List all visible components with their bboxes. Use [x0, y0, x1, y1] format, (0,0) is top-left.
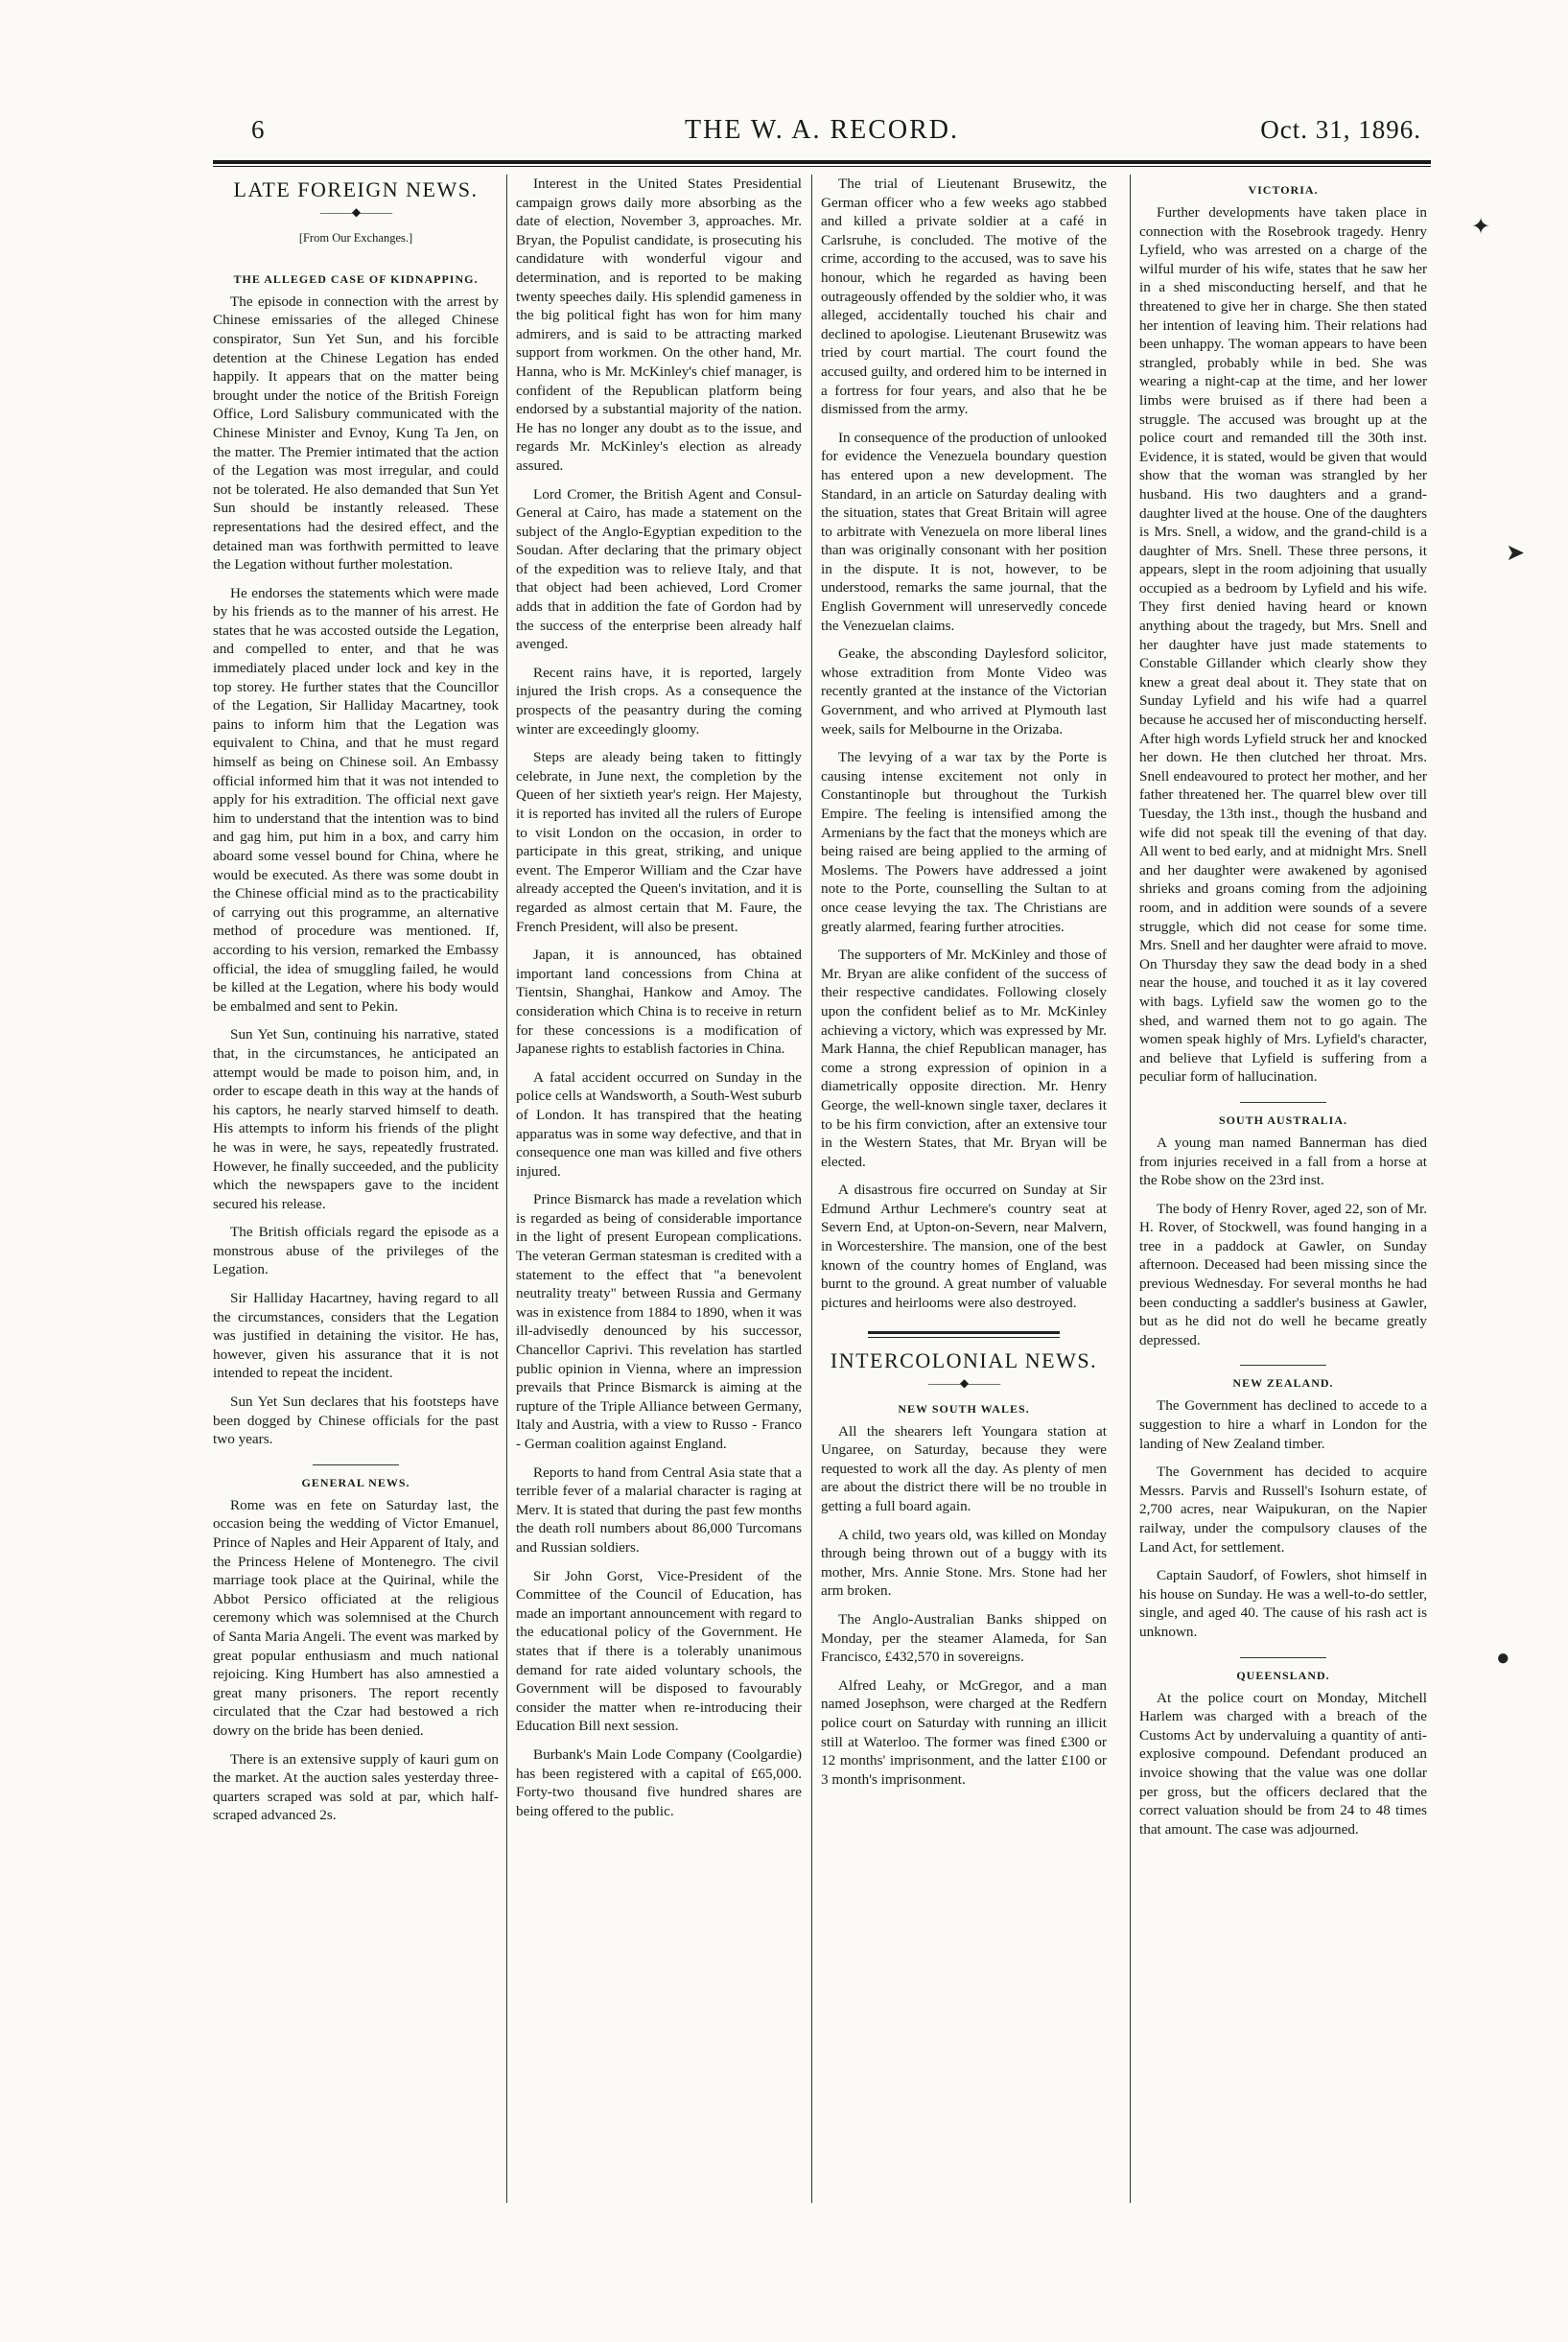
section-rule: [313, 1464, 399, 1465]
article-paragraph: Interest in the United States Presidential campaign grows daily more absorbing as the date of election, November 3, approaches. Mr. Bryan, the Populist candidate, is prosecuting his candidature with wonderful vigour and determination, and is reported to be making twenty speeches daily. His splendid gameness in the big political fight has won for him many admirers, and is said to be attracting marked support from workmen. On the other hand, Mr. Hanna, who is Mr. McKinley's chief manager, is confident of the Republican platform being endorsed by a substantial majority of the nation. He has no longer any doubt as to the issue, and regards Mr. McKinley's election as already assured.: [516, 176, 802, 474]
article-paragraph: The trial of Lieutenant Brusewitz, the German officer who a few weeks ago stabbed and killed a private soldier at a café in Carlsruhe, is concluded. The motive of the crime, according to the accused, was to save his honour, which he regarded as having been outrageously offended by the soldier who, it was alleged, accidentally touched his chair and declined to apologise. Lieutenant Brusewitz was tried by court martial. The court found the accused guilty, and ordered him to be interned in a fortress for four years, and also that he be dismissed from the army.: [821, 176, 1107, 418]
column-divider: [506, 175, 507, 2203]
column-4: [1139, 175, 1427, 1848]
article-paragraph: Lord Cromer, the British Agent and Consul-General at Cairo, has made a statement on the subject of the Anglo-Egyptian expedition to the Soudan. After declaring that the primary object of the expedition was to relieve Italy, and that that object had been achieved, Lord Cromer adds that in addition the fate of Gordon had by the success of the enterprise been already half avenged.: [516, 485, 802, 653]
section-title-intercolonial-news: INTERCOLONIAL NEWS.: [830, 1348, 1098, 1373]
article-paragraph: Steps are aleady being taken to fittingly celebrate, in June next, the completion by the Queen of her sixtieth year's reign. Her Majesty, it is reported has invited all the rulers of Europe to visit London on the occasion, in order to participate in this great, striking, and unique event. The Emperor William and the Czar have already accepted the Queen's invitation, and it is regarded as almost certain that M. Faure, the French President, will also be present.: [516, 749, 802, 935]
section-rule: [1240, 1102, 1326, 1103]
article-paragraph: Further developments have taken place in connection with the Rosebrook tragedy. Henry Lyfield, who was arrested on a charge of the wilful murder of his wife, states that he saw her in a shed misconducting herself, and that he threatened to give her in charge. She then stated her intention of leaving him. Their relations had been unhappy. The woman appears to have been strangled, probably while in bed. She was wearing a night-cap at the time, and her lower limbs were bruised as if there had been a struggle. The accused was brought up at the police court and remanded till the 30th inst. Evidence, it is stated, would be given that would show that the woman was strangled by her husband. His two daughters and a grand-daughter lived at the house. One of the daughters is Mrs. Snell, a widow, and the grand-child is a daughter of Mrs. Snell. These three persons, it appears, slept in the room adjoining that usually occupied as a bedroom by Lyfield and his wife. They first denied having heard or known anything about the tragedy, but Mrs. Snell and her daughter have just made statements to Constable Gillander which clearly show they knew a great deal about it. They state that on Sunday Lyfield and his wife had a quarrel because he accused her of misconducting herself. After high words Lyfield struck her and knocked her down. He then clutched her throat. Mrs. Snell endeavoured to protect her mother, and her father threatened her. The quarrel blew over till Tuesday, the 13th inst., though the husband and wife did not speak till the evening of that day. All went to bed early, and at midnight Mrs. Snell and her daughter were awakened by agonised shrieks and groans coming from the adjoining room, and in addition were sounds of a severe struggle, which did not cease for some time. Mrs. Snell and her daughter were afraid to move. On Thursday they saw the dead body in a shed near the house, and touched it as it lay covered with bags. Lyfield saw the women go to the shed, and warned them not to go again. The women speak highly of Mrs. Lyfield's character, and believe that Lyfield is suffering from a peculiar form of hallucination.: [1139, 204, 1427, 1086]
article-paragraph: The levying of a war tax by the Porte is causing intense excitement not only in Constantinople but throughout the Turkish Empire. The feeling is intensified among the Armenians by the fact that the moneys which are being raised are being applied to the arming of Moslems. The Powers have addressed a joint note to the Porte, counselling the Sultan to at once cease levying the tax. The Christians are greatly alarmed, fearing further atrocities.: [821, 749, 1107, 935]
from-exchanges-note: [From Our Exchanges.]: [298, 231, 413, 246]
article-paragraph: A fatal accident occurred on Sunday in the police cells at Wandsworth, a South-West suburb of London. It has transpired that the heating apparatus was in some way defective, and that in consequence one man was killed and five others injured.: [516, 1068, 802, 1180]
article-paragraph: The Government has declined to accede to a suggestion to hire a wharf in London for the landing of New Zealand timber.: [1139, 1397, 1427, 1452]
article-paragraph: The supporters of Mr. McKinley and those of Mr. Bryan are alike confident of the success of their respective candidates. Following closely upon the confident belief as to Mr. McKinley achieving a victory, which was expressed by Mr. Mark Hanna, the chief Republican manager, has come a strong expression of opinion in a diametrically opposite direction. Mr. Henry George, the well-known single taxer, declares it to be his firm conviction, after an extensive tour in the Western States, that Mr. Bryan will be elected.: [821, 947, 1107, 1170]
article-paragraph: All the shearers left Youngara station at Ungaree, on Saturday, because they were requested to work all the day. As plenty of men are about the district there will be no trouble in getting a full board again.: [821, 1422, 1107, 1514]
newspaper-title: THE W. A. RECORD.: [684, 115, 960, 145]
article-paragraph: Captain Saudorf, of Fowlers, shot himself in his house on Sunday. He was a well-to-do settler, single, and aged 40. The cause of his rash act is unknown.: [1139, 1567, 1427, 1640]
article-paragraph: The British officials regard the episode as a monstrous abuse of the privileges of the Legation.: [213, 1224, 499, 1278]
victoria-heading: VICTORIA.: [1248, 183, 1319, 197]
margin-mark-icon: ✦: [1471, 215, 1491, 240]
page-number: 6: [251, 115, 265, 144]
section-title-late-foreign-news: LATE FOREIGN NEWS.: [233, 177, 479, 201]
section-rule: [1240, 1657, 1326, 1658]
masthead-rule-thin: [213, 166, 1431, 167]
column-1: [213, 175, 499, 1835]
south-australia-heading: SOUTH AUSTRALIA.: [1218, 1112, 1348, 1127]
masthead-rule: [213, 160, 1431, 164]
article-paragraph: Sir Halliday Hacartney, having regard to all the circumstances, considers that the Legation was justified in detaining the visitor. He has, however, given his assurance that it is not intended to repeat the incident.: [213, 1290, 499, 1382]
article-paragraph: Sun Yet Sun declares that his footsteps have been dogged by Chinese officials for the past two years.: [213, 1393, 499, 1448]
article-paragraph: He endorses the statements which were made by his friends as to the manner of his arrest. He states that he was accosted outside the Legation, and compelled to enter, and that he was immediately placed under lock and key in the top storey. He further states that the Councillor of the Legation, Sir Halliday Macartney, took pains to inform him that the Legation was equivalent to China, and that he must regard himself as being on Chinese soil. An Embassy official informed him that it was not intended to apply for his extradition. The official next gave him to understand that the intention was to bind and gag him, put him in a box, and carry him aboard some vessel bound for China, where he would be executed. As there was some doubt in the Chinese official mind as to the practicability of carrying out this programme, an alternative method of procedure was mentioned. If, according to his version, remarked the Embassy official, the idea of smuggling failed, he would be killed at the Legation, where his body would be embalmed and sent to Pekin.: [213, 584, 499, 1015]
section-double-rule: [868, 1331, 1060, 1338]
article-paragraph: There is an extensive supply of kauri gum on the market. At the auction sales yesterday three-quarters scraped was sold at par, which half-scraped advanced 2s.: [213, 1750, 499, 1824]
general-news-heading: GENERAL NEWS.: [301, 1475, 410, 1489]
article-paragraph: Prince Bismarck has made a revelation which is regarded as being of considerable importance in the light of present European complications. The veteran German statesman is credited with a statement to the effect that "a benevolent neutrality treaty" between Russia and Germany was in existence from 1884 to 1890, when it was ill-advisedly denounced by his successor, Chancellor Caprivi. This revelation has startled public opinion in Vienna, where an impression prevails that Prince Bismarck is aiming at the rupture of the Triple Alliance between Germany, Italy and Austria, with a view to Russo - Franco - German coalition against England.: [516, 1191, 802, 1452]
article-paragraph: Recent rains have, it is reported, largely injured the Irish crops. As a consequence the prospects of the peasantry during the coming winter are exceedingly gloomy.: [516, 664, 802, 738]
article-paragraph: Sun Yet Sun, continuing his narrative, stated that, in the circumstances, he anticipated an attempt would be made to poison him, and, in order to escape death in this way at the hands of his captors, he nearly starved himself to death. His attempts to inform his friends of the plight he was in were, he says, repeatedly frustrated. However, he finally succeeded, and the publicity which the newspapers gave to the incident secured his release.: [213, 1026, 499, 1212]
kidnapping-heading: THE ALLEGED CASE OF KIDNAPPING.: [233, 271, 479, 286]
column-3: [821, 175, 1107, 1798]
article-paragraph: Sir John Gorst, Vice-President of the Committee of the Council of Education, has made an important announcement with regard to the educational policy of the Government. He states that if there is a tolerably unanimous demand for rate aided voluntary schools, the Government will be disposed to favourably consider the matter when re-introducing their Education Bill next session.: [516, 1567, 802, 1735]
new-south-wales-heading: NEW SOUTH WALES.: [898, 1401, 1030, 1416]
margin-dot-icon: ●: [1496, 1646, 1510, 1671]
article-paragraph: At the police court on Monday, Mitchell Harlem was charged with a breach of the Customs Act by undervaluing a quantity of anti-explosive compound. Defendant produced an invoice showing that the value was one dollar per gross, but the officers declared that the correct valuation should be from 24 to 48 times that amount. The case was adjourned.: [1139, 1689, 1427, 1838]
column-divider: [1130, 175, 1131, 2203]
ornament-divider: ———◆———: [319, 204, 392, 219]
article-paragraph: A child, two years old, was killed on Monday through being thrown out of a buggy with its mother, Mrs. Annie Stone. Mrs. Stone had her arm broken.: [821, 1526, 1107, 1600]
article-paragraph: Geake, the absconding Daylesford solicitor, whose extradition from Monte Video was recently granted at the instance of the Victorian Government, and who arrived at Plymouth last week, sails for Melbourne in the Orizaba.: [821, 645, 1107, 738]
issue-date: Oct. 31, 1896.: [1260, 115, 1421, 144]
article-paragraph: A disastrous fire occurred on Sunday at Sir Edmund Arthur Lechmere's country seat at Severn End, at Upton-on-Severn, near Malvern, in Worcestershire. The mansion, one of the best known of the country homes of England, was burnt to the ground. A great number of valuable pictures and heirlooms were also destroyed.: [821, 1182, 1107, 1311]
article-paragraph: In consequence of the production of unlooked for evidence the Venezuela boundary question has entered upon a new development. The Standard, in an article on Saturday dealing with the situation, states that Great Britain will agree to arbitrate with Venezuela on more liberal lines than was originally consonant with her position in the dispute. It is not, however, to be understood, remarks the same journal, that the English Government will unreservedly concede the Venezuelan claims.: [821, 429, 1107, 634]
article-paragraph: Japan, it is announced, has obtained important land concessions from China at Tientsin, Shanghai, Hankow and Amoy. The consideration which China is to receive in return for these concessions is a modification of Japanese rights to establish factories in China.: [516, 947, 802, 1058]
ornament-divider: ———◆———: [927, 1376, 1000, 1391]
article-paragraph: Burbank's Main Lode Company (Coolgardie) has been registered with a capital of £65,000. Forty-two thousand five hundred shares are being offered to the public.: [516, 1745, 802, 1819]
column-divider: [811, 175, 812, 2203]
article-paragraph: The body of Henry Rover, aged 22, son of Mr. H. Rover, of Stockwell, was found hanging in a tree in a paddock at Gawler, on Sunday afternoon. Deceased had been missing since the previous Wednesday. For several months he had been conducting a saddler's business at Gawler, but as he did not do well he became greatly depressed.: [1139, 1200, 1427, 1348]
article-paragraph: Alfred Leahy, or McGregor, and a man named Josephson, were charged at the Redfern police court on Saturday with running an illicit still at Waterloo. The former was fined £300 or 12 months' imprisonment, and the latter £100 or 3 month's imprisonment.: [821, 1676, 1107, 1788]
masthead: [213, 113, 1431, 152]
article-paragraph: Reports to hand from Central Asia state that a terrible fever of a malarial character is raging at Merv. It is stated that during the past few months the death roll numbers about 86,000 Turcomans and Russian soldiers.: [516, 1464, 802, 1556]
section-rule: [1240, 1365, 1326, 1366]
article-paragraph: A young man named Bannerman has died from injuries received in a fall from a horse at the Robe show on the 23rd inst.: [1139, 1134, 1427, 1189]
article-paragraph: Rome was en fete on Saturday last, the occasion being the wedding of Victor Emanuel, Prince of Naples and Heir Apparent of Italy, and the Princess Helene of Montenegro. The civil marriage took place at the Quirinal, while the Abbot Persico officiated at the religious ceremony which was solemnised at the Church of Santa Maria Angeli. The event was marked by great popular enthusiasm and much national rejoicing. King Humbert has also amnestied a great many prisoners. The report recently circulated that the Czar had bestowed a rich dowry on the bride has been denied.: [213, 1496, 499, 1739]
article-paragraph: The episode in connection with the arrest by Chinese emissaries of the alleged Chinese conspirator, Sun Yet Sun, and his forcible detention at the Chinese Legation has ended happily. It appears that on the matter being brought under the notice of the British Foreign Office, Lord Salisbury communicated with the Chinese Minister and Evnoy, Kung Ta Jen, on the matter. The Premier intimated that the action of the Legation was most irregular, and could not be tolerated. He also demanded that Sun Yet Sun should be instantly released. These representations had the desired effect, and the detained man was forthwith permitted to leave the Legation without further molestation.: [213, 293, 499, 574]
article-paragraph: The Government has decided to acquire Messrs. Parvis and Russell's Isohurn estate, of 2,700 acres, near Waipukuran, on the Napier railway, under the compulsory clauses of the Land Act, for settlement.: [1139, 1464, 1427, 1556]
margin-mark-icon: ➤: [1506, 541, 1526, 566]
new-zealand-heading: NEW ZEALAND.: [1232, 1376, 1334, 1391]
article-paragraph: The Anglo-Australian Banks shipped on Monday, per the steamer Alameda, for San Francisco, £432,570 in sovereigns.: [821, 1610, 1107, 1666]
queensland-heading: QUEENSLAND.: [1236, 1668, 1330, 1682]
column-2: [516, 175, 802, 1830]
